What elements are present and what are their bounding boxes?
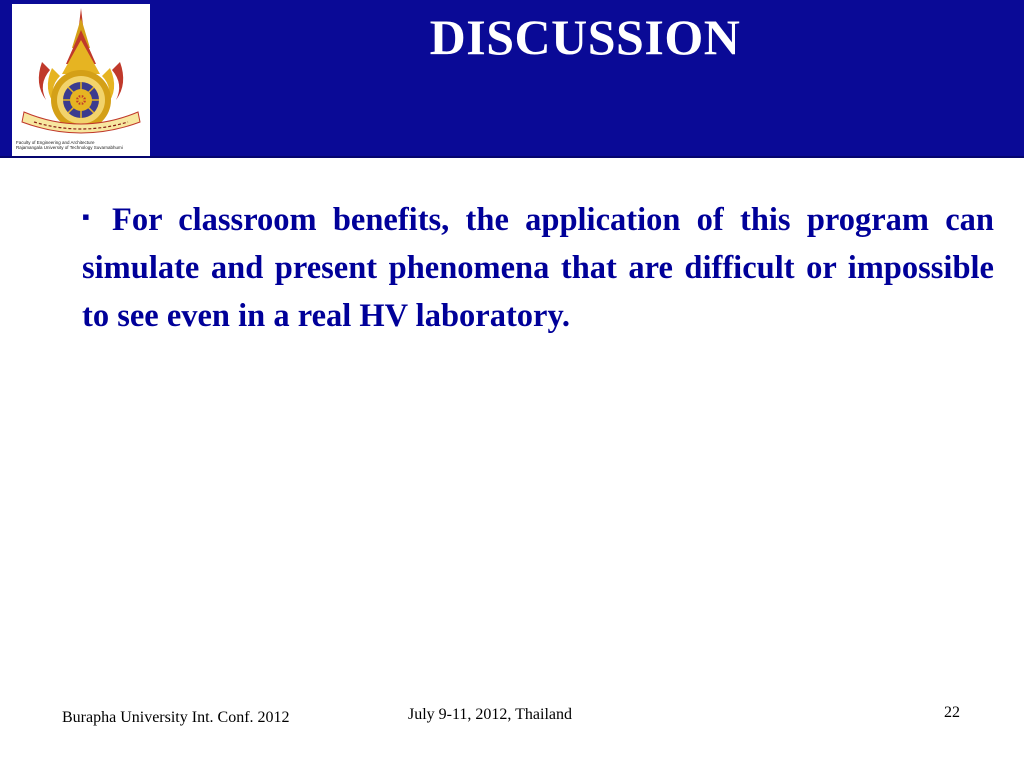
slide-header <box>0 0 1024 158</box>
footer-page-number: 22 <box>944 704 960 721</box>
slide-title: DISCUSSION <box>429 9 741 65</box>
slide-body <box>82 196 994 340</box>
bullet-item <box>82 196 994 340</box>
square-bullet-icon: ▪ <box>82 204 90 229</box>
footer-date: July 9-11, 2012, Thailand <box>408 706 572 723</box>
logo-caption: Faculty of Engineering and Architecture Rajamangala University of Technology Suvarnabhumi <box>16 140 123 150</box>
university-crest-icon <box>12 4 150 140</box>
bullet-text: For classroom benefits, the application of this program can simulate and present phenomena that are difficult or impossible to see even in a real HV laboratory. <box>82 202 994 334</box>
footer-conference: Burapha University Int. Conf. 2012 <box>62 709 290 726</box>
logo <box>12 4 150 156</box>
